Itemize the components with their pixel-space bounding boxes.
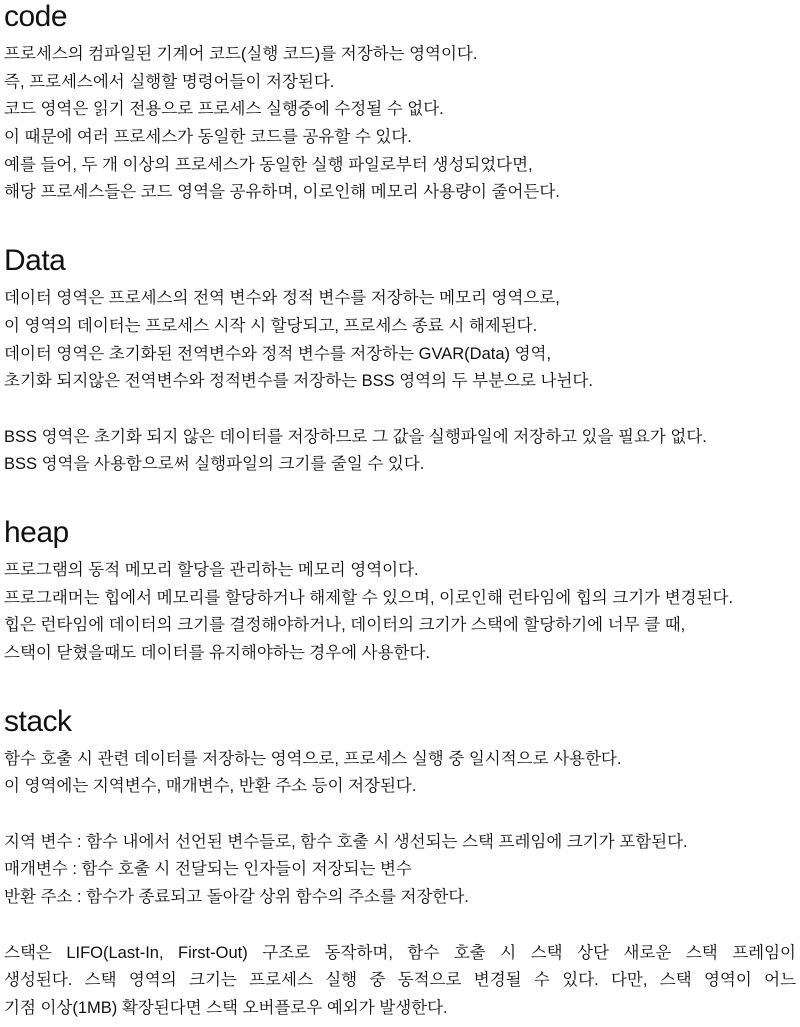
text-line: 프로그래머는 힙에서 메모리를 할당하거나 해제할 수 있으며, 이로인해 런타임에 힙의 크기가 변경된다. <box>4 588 734 607</box>
section-data <box>4 244 796 479</box>
text-line: 지역 변수 : 함수 내에서 선언된 변수들로, 함수 호출 시 생선되는 스택 프레임에 크기가 포함된다. <box>4 832 688 851</box>
text-line: 프로그램의 동적 메모리 할당을 관리하는 메모리 영역이다. <box>4 560 419 579</box>
text-line: 즉, 프로세스에서 실행할 명령어들이 저장된다. <box>4 72 335 91</box>
text-line: 기점 이상(1MB) 확장된다면 스택 오버플로우 예외가 발생한다. <box>4 998 448 1017</box>
paragraph-spacer <box>4 912 796 940</box>
section-body <box>4 557 796 668</box>
section-heading: stack <box>4 704 72 738</box>
text-line: 데이터 영역은 초기화된 전역변수와 정적 변수를 저장하는 GVAR(Data) 영역, <box>4 344 552 363</box>
text-line: 이 때문에 여러 프로세스가 동일한 코드를 공유할 수 있다. <box>4 128 412 147</box>
paragraph-spacer <box>4 396 796 424</box>
text-line: 스택은 LIFO(Last-In, First-Out) 구조로 동작하며, 함수 호출 시 스택 상단 새로운 스택 프레임이 <box>4 943 796 962</box>
section-heap <box>4 516 796 668</box>
text-line: 해당 프로세스들은 코드 영역을 공유하며, 이로인해 메모리 사용량이 줄어든다. <box>4 183 560 202</box>
paragraph-spacer <box>4 801 796 829</box>
text-line: BSS 영역은 초기화 되지 않은 데이터를 저장하므로 그 값을 실행파일에 저장하고 있을 필요가 없다. <box>4 427 707 446</box>
text-line: BSS 영역을 사용함으로써 실행파일의 크기를 줄일 수 있다. <box>4 455 425 474</box>
section-heading: heap <box>4 515 69 549</box>
text-line: 초기화 되지않은 전역변수와 정적변수를 저장하는 BSS 영역의 두 부분으로 나뉜다. <box>4 372 593 391</box>
section-body <box>4 285 796 479</box>
text-line: 이 영역에는 지역변수, 매개변수, 반환 주소 등이 저장된다. <box>4 777 417 796</box>
text-line: 함수 호출 시 관련 데이터를 저장하는 영역으로, 프로세스 실행 중 일시적으로 사용한다. <box>4 749 622 768</box>
text-line: 코드 영역은 읽기 전용으로 프로세스 실행중에 수정될 수 없다. <box>4 100 444 119</box>
text-line: 프로세스의 컴파일된 기계어 코드(실행 코드)를 저장하는 영역이다. <box>4 45 478 63</box>
text-line: 예를 들어, 두 개 이상의 프로세스가 동일한 실행 파일로부터 생성되었다면, <box>4 155 533 174</box>
text-line: 생성된다. 스택 영역의 크기는 프로세스 실행 중 동적으로 변경될 수 있다. 다만, 스택 영역이 어느 <box>4 971 796 990</box>
text-line: 이 영역의 데이터는 프로세스 시작 시 할당되고, 프로세스 종료 시 해제된다. <box>4 316 538 335</box>
section-body <box>4 746 796 1023</box>
section-heading: Data <box>4 244 66 278</box>
section-heading: code <box>4 0 68 33</box>
text-line: 힙은 런타임에 데이터의 크기를 결정해야하거나, 데이터의 크기가 스택에 할당하기에 너무 클 때, <box>4 616 686 635</box>
section-body <box>4 41 796 207</box>
section-stack <box>4 705 796 1023</box>
text-line: 데이터 영역은 프로세스의 전역 변수와 정적 변수를 저장하는 메모리 영역으로, <box>4 289 560 308</box>
text-line: 스택이 닫혔을때도 데이터를 유지해야하는 경우에 사용한다. <box>4 644 430 662</box>
text-line: 매개변수 : 함수 호출 시 전달되는 인자들이 저장되는 변수 <box>4 860 412 879</box>
text-line: 반환 주소 : 함수가 종료되고 돌아갈 상위 함수의 주소를 저장한다. <box>4 888 469 907</box>
section-code <box>4 0 796 207</box>
